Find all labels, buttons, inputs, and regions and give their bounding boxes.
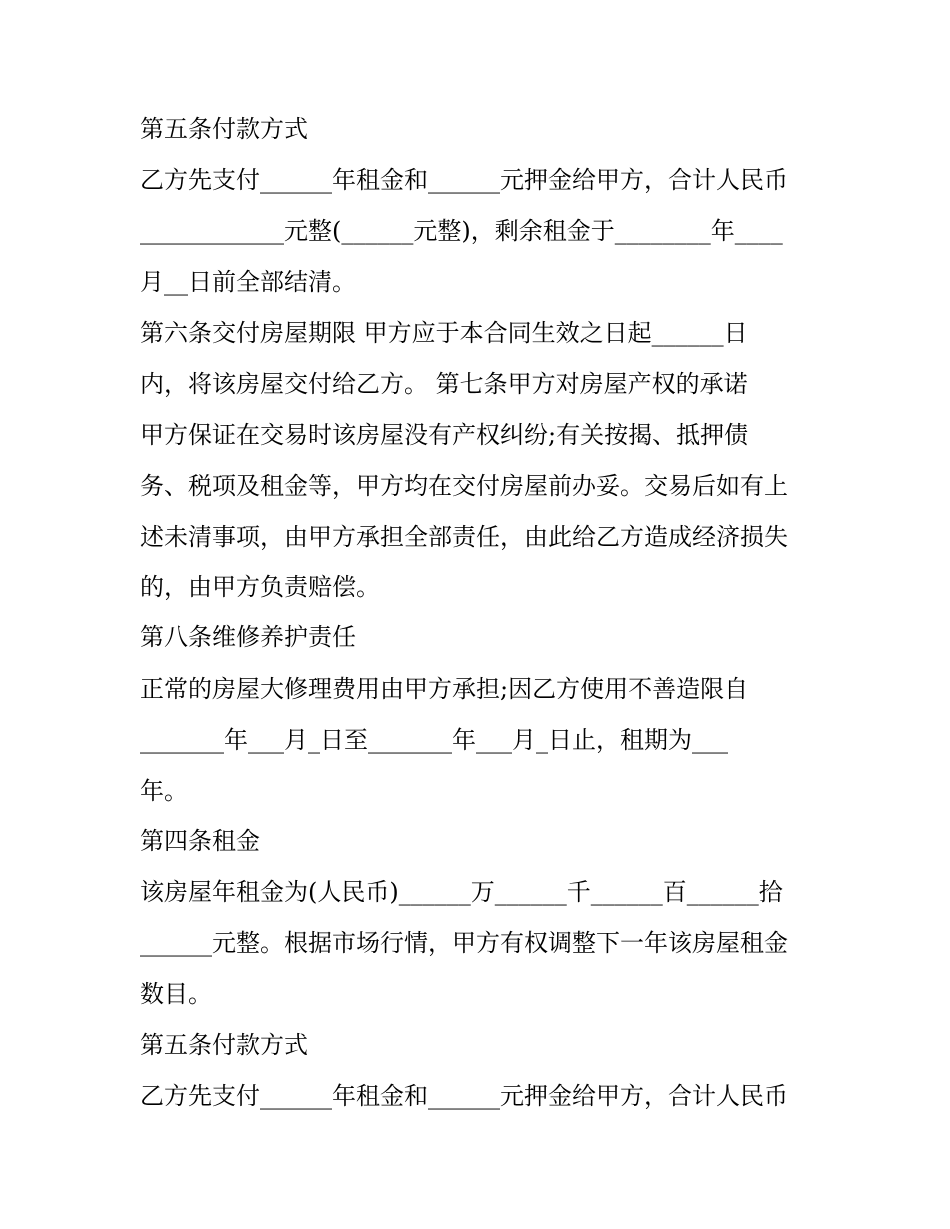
heading-article-5-payment-repeat: 第五条付款方式 [140, 1031, 308, 1059]
paragraph-line: 该房屋年租金为(人民币)______万______千______百______拾 [140, 878, 783, 906]
paragraph-line: _______年___月_日至_______年___月_日止，租期为___ [140, 726, 728, 754]
heading-article-8-maintenance: 第八条维修养护责任 [140, 623, 356, 651]
heading-article-5-payment: 第五条付款方式 [140, 115, 308, 143]
paragraph-line: 正常的房屋大修理费用由甲方承担;因乙方使用不善造限自 [140, 675, 749, 703]
paragraph-line: 乙方先支付______年租金和______元押金给甲方，合计人民币 [140, 166, 788, 194]
paragraph-line: ____________元整(______元整)，剩余租金于________年____ [140, 217, 783, 245]
paragraph-line: 乙方先支付______年租金和______元押金给甲方，合计人民币 [140, 1082, 788, 1110]
paragraph-line: 甲方保证在交易时该房屋没有产权纠纷;有关按揭、抵押债 [140, 421, 749, 449]
paragraph-line: 的，由甲方负责赔偿。 [140, 573, 380, 601]
heading-article-4-rent: 第四条租金 [140, 827, 260, 855]
paragraph-line: 述未清事项，由甲方承担全部责任，由此给乙方造成经济损失 [140, 523, 788, 551]
heading-article-6-delivery: 第六条交付房屋期限 甲方应于本合同生效之日起______日 [140, 319, 748, 347]
paragraph-line: ______元整。根据市场行情，甲方有权调整下一年该房屋租金 [140, 929, 788, 957]
paragraph-line: 务、税项及租金等，甲方均在交付房屋前办妥。交易后如有上 [140, 472, 788, 500]
paragraph-line: 内，将该房屋交付给乙方。 第七条甲方对房屋产权的承诺 [140, 370, 748, 398]
paragraph-line: 年。 [140, 777, 188, 805]
paragraph-line: 月__日前全部结清。 [140, 268, 356, 296]
paragraph-line: 数目。 [140, 980, 212, 1008]
